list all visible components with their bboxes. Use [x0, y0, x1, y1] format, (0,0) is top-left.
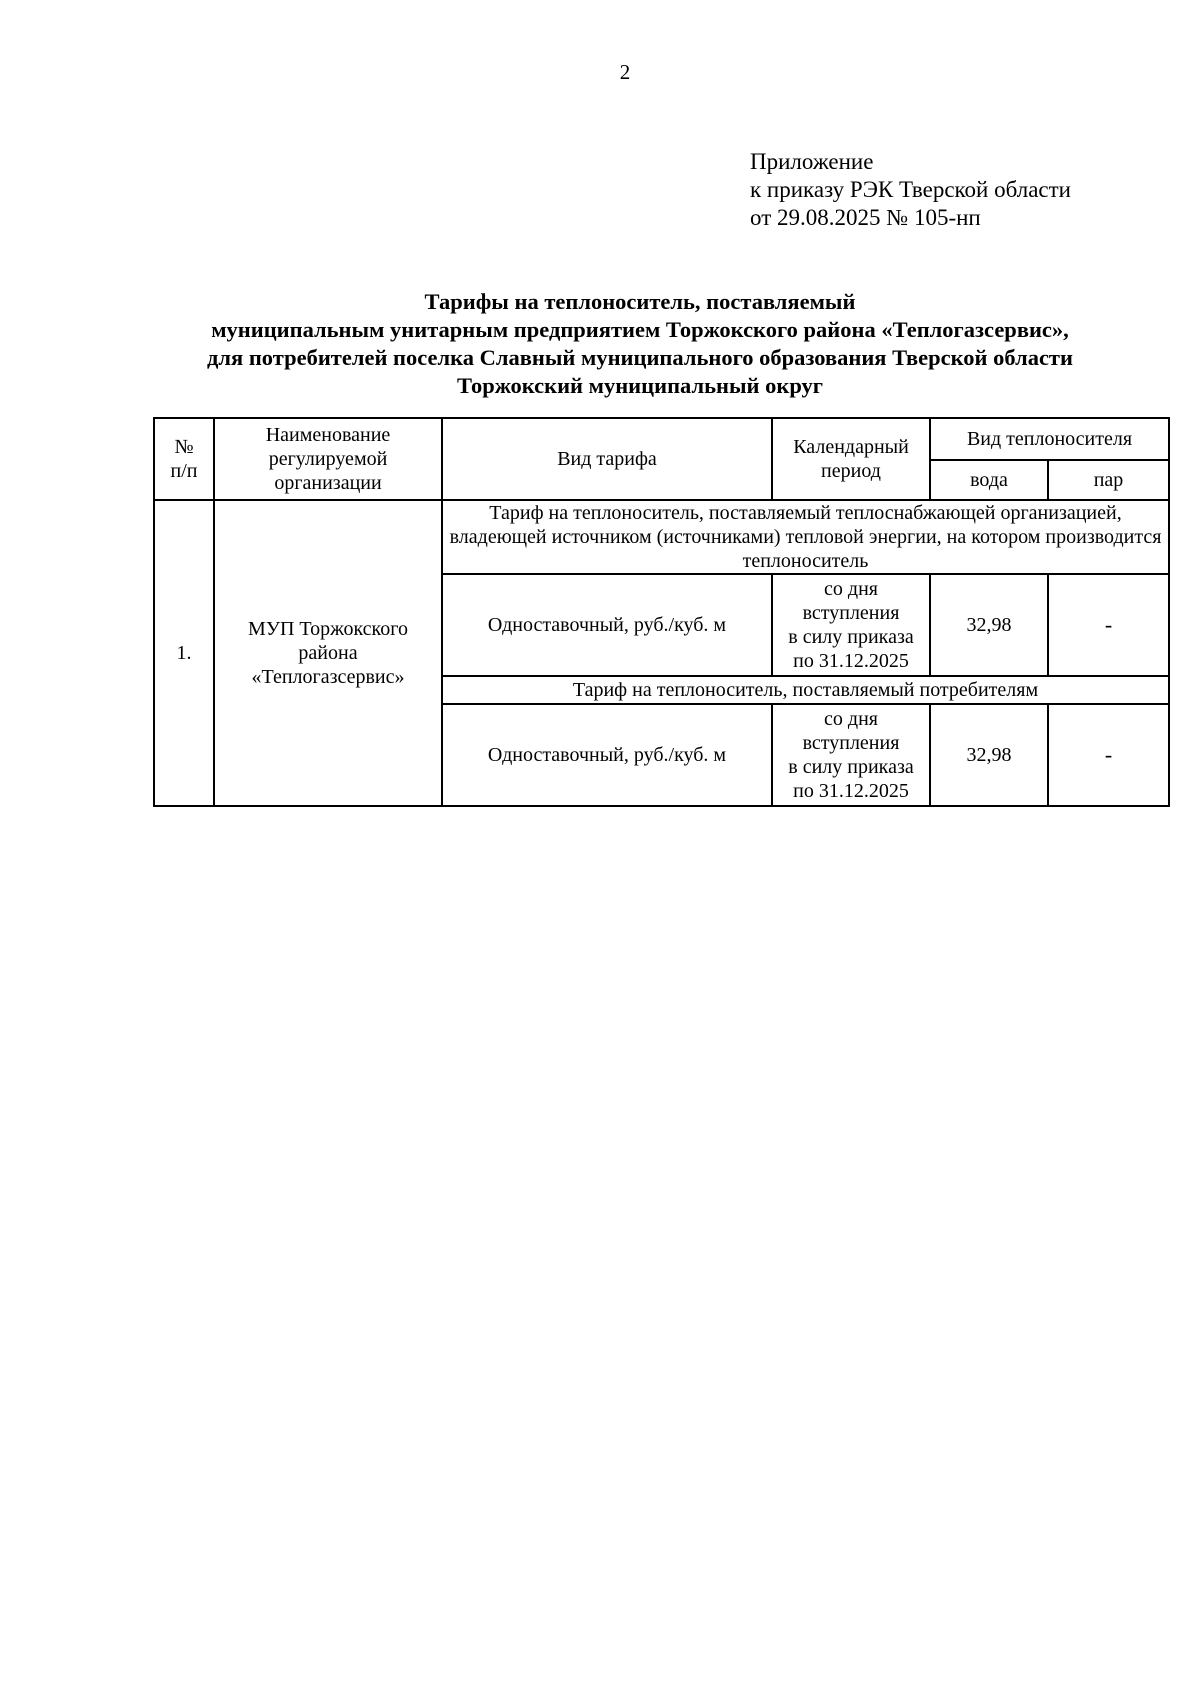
water-value: 32,98	[930, 574, 1048, 676]
title-line-1: Тарифы на теплоноситель, поставляемый	[424, 289, 856, 314]
group-heading: Тариф на теплоноситель, поставляемый потребителям	[442, 676, 1169, 704]
period-cell: со дня вступления в силу приказа по 31.12.2025	[772, 704, 930, 806]
steam-value: -	[1048, 574, 1169, 676]
header-organization: Наименование регулируемой организации	[214, 418, 442, 500]
document-title	[140, 288, 1140, 400]
table-row	[154, 500, 1169, 574]
header-number: № п/п	[154, 418, 214, 500]
water-value: 32,98	[930, 704, 1048, 806]
page-number: 2	[619, 60, 631, 84]
period-cell: со дня вступления в силу приказа по 31.12.2025	[772, 574, 930, 676]
tariff-table	[153, 417, 1170, 807]
title-line-3: для потребителей поселка Славный муниципального образования Тверской области	[207, 345, 1073, 370]
table-header-row	[154, 418, 1169, 460]
header-steam: пар	[1048, 460, 1169, 500]
appendix-line-2: к приказу РЭК Тверской области	[750, 177, 1071, 202]
organization-name: МУП Торжокского района «Теплогазсервис»	[214, 500, 442, 806]
row-number: 1.	[154, 500, 214, 806]
steam-value: -	[1048, 704, 1169, 806]
group-heading: Тариф на теплоноситель, поставляемый теплоснабжающей организацией, владеющей источником (источниками) тепловой энергии, на котором производится теплоноситель	[442, 500, 1169, 574]
appendix-reference	[750, 148, 1071, 232]
appendix-line-1: Приложение	[750, 149, 874, 174]
tariff-type-cell: Одноставочный, руб./куб. м	[442, 704, 772, 806]
title-line-4: Торжокский муниципальный округ	[456, 373, 824, 398]
header-tariff-type: Вид тарифа	[442, 418, 772, 500]
tariff-type-cell: Одноставочный, руб./куб. м	[442, 574, 772, 676]
header-carrier: Вид теплоносителя	[930, 418, 1169, 460]
appendix-line-3: от 29.08.2025 № 105-нп	[750, 205, 981, 230]
header-period: Календарный период	[772, 418, 930, 500]
header-water: вода	[930, 460, 1048, 500]
title-line-2: муниципальным унитарным предприятием Торжокского района «Теплогазсервис»,	[211, 317, 1069, 342]
